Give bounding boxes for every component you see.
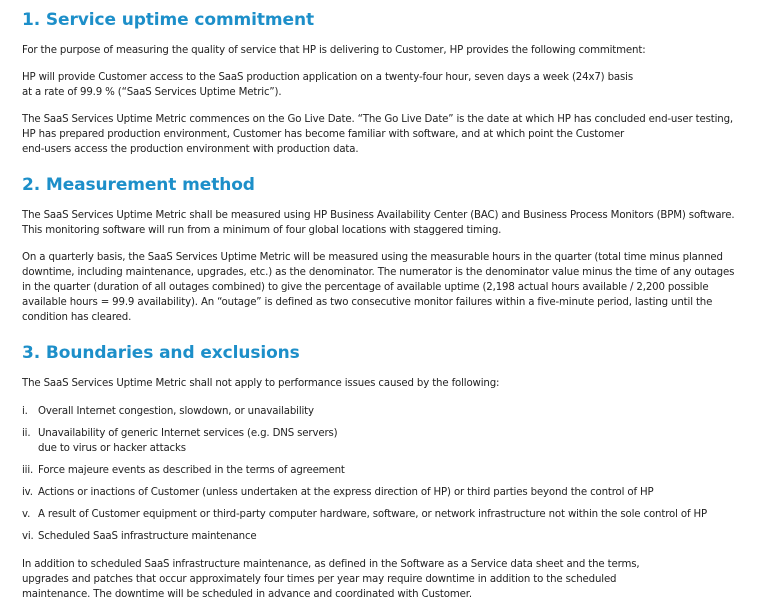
document bbox=[22, 8, 757, 602]
section-measurement-method bbox=[22, 173, 757, 325]
paragraph: For the purpose of measuring the quality of service that HP is delivering to Customer, HP provides the following commitment: bbox=[22, 45, 646, 56]
list-item-number: iii. bbox=[22, 465, 34, 476]
list-item-text: Actions or inactions of Customer (unless undertaken at the express direction of HP) or third parties beyond the control of HP bbox=[38, 487, 654, 498]
list-item-number: v. bbox=[22, 509, 31, 520]
paragraph: The SaaS Services Uptime Metric commences on the Go Live Date. “The Go Live Date” is the date at which HP has concluded end-user testing, HP has prepared production environment, Customer has become familiar with software, and at which point the Customer end-users access the production environment with production data. bbox=[22, 114, 733, 155]
list-item bbox=[22, 426, 757, 456]
section-heading: 1. Service uptime commitment bbox=[22, 10, 314, 30]
section-uptime-commitment bbox=[22, 8, 757, 157]
list-item bbox=[22, 507, 757, 522]
list-item-number: i. bbox=[22, 406, 28, 417]
list-item-text: Force majeure events as described in the terms of agreement bbox=[38, 465, 345, 476]
list-item-number: vi. bbox=[22, 531, 34, 542]
list-item-number: iv. bbox=[22, 487, 33, 498]
list-item-text: Overall Internet congestion, slowdown, or unavailability bbox=[38, 406, 314, 417]
paragraph: HP will provide Customer access to the SaaS production application on a twenty-four hour, seven days a week (24x7) basis at a rate of 99.9 % (“SaaS Services Uptime Metric”). bbox=[22, 72, 633, 98]
paragraph: The SaaS Services Uptime Metric shall be measured using HP Business Availability Center (BAC) and Business Process Monitors (BPM) software. This monitoring software will run from a minimum of four global locations with staggered timing. bbox=[22, 210, 735, 236]
list-item bbox=[22, 463, 757, 478]
list-item bbox=[22, 404, 757, 419]
list-item bbox=[22, 529, 757, 544]
paragraph: The SaaS Services Uptime Metric shall not apply to performance issues caused by the following: bbox=[22, 378, 500, 389]
list-item-text: Scheduled SaaS infrastructure maintenance bbox=[38, 531, 257, 542]
list-item-text: Unavailability of generic Internet services (e.g. DNS servers) due to virus or hacker attacks bbox=[38, 428, 338, 454]
exclusions-list bbox=[22, 404, 757, 544]
list-item-number: ii. bbox=[22, 428, 31, 439]
list-item bbox=[22, 485, 757, 500]
section-heading: 3. Boundaries and exclusions bbox=[22, 343, 300, 363]
section-boundaries-exclusions bbox=[22, 341, 757, 602]
paragraph: On a quarterly basis, the SaaS Services Uptime Metric will be measured using the measurable hours in the quarter (total time minus planned downtime, including maintenance, upgrades, etc.) as the denominator. The numerator is the denominator value minus the time of any outages in the quarter (duration of all outages combined) to give the percentage of available uptime (2,198 actual hours available / 2,200 possible available hours = 99.9 availability). An “outage” is defined as two consecutive monitor failures within a five-minute period, lasting until the condition has cleared. bbox=[22, 252, 735, 323]
section-heading: 2. Measurement method bbox=[22, 175, 255, 195]
closing-paragraph: In addition to scheduled SaaS infrastructure maintenance, as defined in the Software as a Service data sheet and the terms, upgrades and patches that occur approximately four times per year may require downtime in addition to the scheduled maintenance. The downtime will be scheduled in advance and coordinated with Customer. bbox=[22, 559, 640, 600]
list-item-text: A result of Customer equipment or third-party computer hardware, software, or network infrastructure not within the sole control of HP bbox=[38, 509, 707, 520]
